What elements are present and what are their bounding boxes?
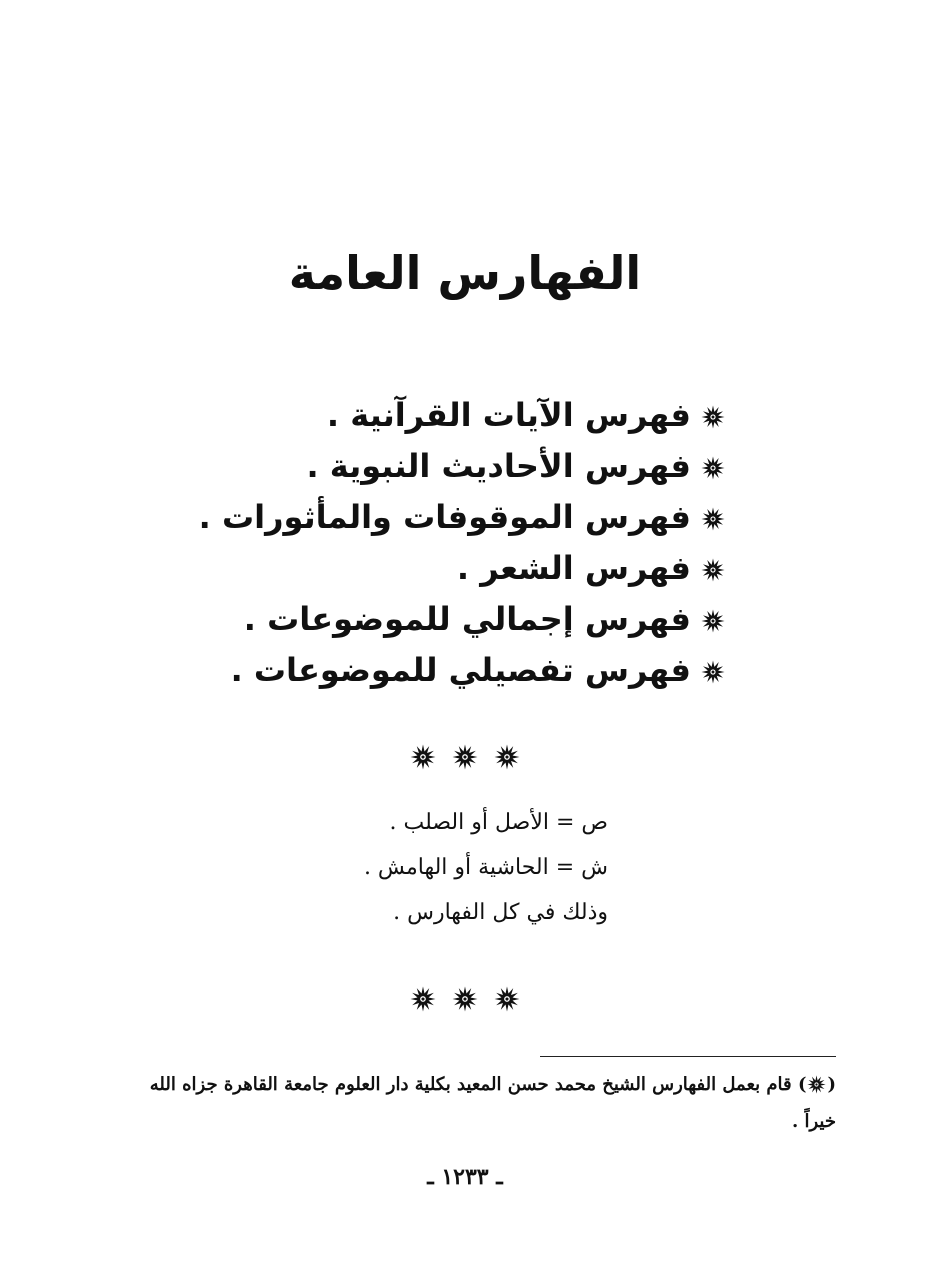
page-title: الفهارس العامة bbox=[288, 246, 642, 300]
list-item bbox=[199, 441, 725, 492]
star-burst-icon bbox=[701, 609, 725, 633]
index-item-label: فهرس تفصيلي للموضوعات . bbox=[230, 651, 691, 689]
index-item-label: فهرس الآيات القرآنية . bbox=[326, 396, 691, 434]
list-item bbox=[199, 492, 725, 543]
star-burst-icon bbox=[410, 986, 436, 1012]
index-item-label: فهرس الشعر . bbox=[456, 549, 691, 587]
star-burst-icon bbox=[701, 405, 725, 429]
list-item bbox=[199, 390, 725, 441]
star-burst-icon bbox=[701, 507, 725, 531]
footnote-rule bbox=[540, 1056, 836, 1057]
index-item-label: فهرس الموقوفات والمأثورات . bbox=[198, 498, 691, 536]
page-number: ـ ١٢٣٣ ـ bbox=[427, 1164, 503, 1190]
index-item-label: فهرس الأحاديث النبوية . bbox=[306, 447, 691, 485]
list-item bbox=[199, 543, 725, 594]
footnote-marker: ( ) bbox=[797, 1074, 836, 1095]
star-burst-icon bbox=[494, 744, 520, 770]
index-list bbox=[199, 390, 725, 696]
abbreviations-legend bbox=[364, 800, 608, 935]
abbreviation-line: ش = الحاشية أو الهامش . bbox=[363, 855, 608, 880]
star-burst-icon bbox=[807, 1075, 826, 1094]
star-burst-icon bbox=[701, 456, 725, 480]
star-burst-icon bbox=[701, 660, 725, 684]
section-divider bbox=[0, 744, 930, 770]
abbreviation-line: ص = الأصل أو الصلب . bbox=[389, 810, 608, 835]
list-item bbox=[199, 645, 725, 696]
index-item-label: فهرس إجمالي للموضوعات . bbox=[243, 600, 691, 638]
abbreviation-line: وذلك في كل الفهارس . bbox=[393, 900, 608, 925]
star-burst-icon bbox=[452, 744, 478, 770]
star-burst-icon bbox=[701, 558, 725, 582]
star-burst-icon bbox=[452, 986, 478, 1012]
section-divider bbox=[0, 986, 930, 1012]
list-item bbox=[199, 594, 725, 645]
star-burst-icon bbox=[494, 986, 520, 1012]
star-burst-icon bbox=[410, 744, 436, 770]
footnote bbox=[136, 1066, 836, 1140]
footnote-text: قام بعمل الفهارس الشيخ محمد حسن المعيد بكلية دار العلوم جامعة القاهرة جزاه الله خيراً . bbox=[149, 1074, 836, 1132]
